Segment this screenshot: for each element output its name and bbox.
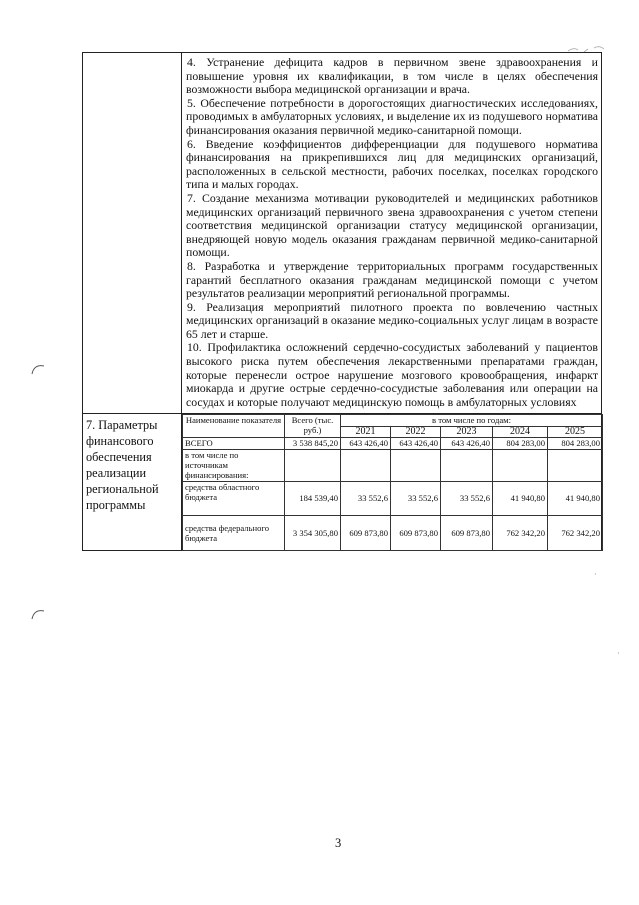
punch-hole-icon <box>30 607 48 621</box>
row-value: 41 940,80 <box>493 482 548 516</box>
punch-hole-icon <box>30 362 48 376</box>
year-header: 2021 <box>341 427 391 438</box>
row-value: 33 552,6 <box>341 482 391 516</box>
section-label: 7. Параметры финансового обеспечения реализации региональной программы <box>86 418 159 512</box>
finance-table <box>182 414 603 551</box>
row-value <box>391 450 441 482</box>
row-value: 804 283,00 <box>493 438 548 450</box>
row-value: 643 426,40 <box>341 438 391 450</box>
table-row <box>183 438 603 450</box>
row-total: 184 539,40 <box>285 482 341 516</box>
row-total <box>285 450 341 482</box>
list-item: 9. Реализация мероприятий пилотного проекта по вовлечению частных медицинских организаций в оказание медико-социальных услуг лицам в возрасте 65 лет и старше. <box>186 299 598 341</box>
row-value: 609 873,80 <box>441 516 493 551</box>
row-value: 33 552,6 <box>391 482 441 516</box>
row-value: 762 342,20 <box>493 516 548 551</box>
list-item: 8. Разработка и утверждение территориальных программ государственных гарантий бесплатного оказания гражданам медицинской помощи с учетом результатов реализации мероприятий региональной программы. <box>186 258 598 301</box>
row-value: 41 940,80 <box>548 482 603 516</box>
header-indicator: Наименование показателя <box>183 415 285 438</box>
list-item: 7. Создание механизма мотивации руководителей и медицинских работников медицинских организаций первичного звена здравоохранения с учетом степени соответствия медицинской организации статусу медицинской организации, внедряющей новую модель оказания гражданам первичной медико-санитарной помощи. <box>186 190 598 260</box>
row-total: 3 538 845,20 <box>285 438 341 450</box>
year-header: 2025 <box>548 427 603 438</box>
row-label: средства федерального бюджета <box>183 516 285 551</box>
year-header: 2023 <box>441 427 493 438</box>
list-item: 5. Обеспечение потребности в дорогостоящих диагностических исследованиях, проводимых в амбулаторных условиях, и выделение их из подушевого норматива финансирования оказания первичной медико-санитарной помощи. <box>186 95 598 137</box>
row-value <box>341 450 391 482</box>
row-value <box>493 450 548 482</box>
row-value: 33 552,6 <box>441 482 493 516</box>
measures-list <box>186 56 598 409</box>
row-total: 3 354 305,80 <box>285 516 341 551</box>
row-label: средства областного бюджета <box>183 482 285 516</box>
table-row <box>183 450 603 482</box>
year-header: 2022 <box>391 427 441 438</box>
row-value: 762 342,20 <box>548 516 603 551</box>
scan-speck-icon: · <box>617 649 620 658</box>
table-row <box>183 516 603 551</box>
row-value <box>548 450 603 482</box>
year-header: 2024 <box>493 427 548 438</box>
header-total: Всего (тыс. руб.) <box>285 415 341 438</box>
row-value: 643 426,40 <box>441 438 493 450</box>
list-item: 10. Профилактика осложнений сердечно-сосудистых заболеваний у пациентов высокого риска путем обеспечения лекарственными препаратами граждан, которые перенесли острое нарушение мозгового кровообращения, инфаркт миокарда и другие острые сердечно-сосудистые заболевания или операции на сосудах и которые получают медицинскую помощь в амбулаторных условиях <box>186 340 598 409</box>
row-label: ВСЕГО <box>183 438 285 450</box>
row-label: в том числе по источникам финансирования: <box>183 450 285 482</box>
table-row <box>183 482 603 516</box>
list-item: 4. Устранение дефицита кадров в первичном звене здравоохранения и повышение уровня их квалификации, в том числе в целях обеспечения возможности выбора медицинской организации и врача. <box>186 55 598 97</box>
scan-speck-icon: · <box>594 570 597 579</box>
row-value <box>441 450 493 482</box>
list-item: 6. Введение коэффициентов дифференциации для подушевого норматива финансирования на прикрепившихся лиц для медицинских организаций, расположенных в сельской местности, рабочих поселках, поселках городского типа и малых городах. <box>186 136 598 192</box>
header-by-years: в том числе по годам: <box>341 415 603 427</box>
row-value: 643 426,40 <box>391 438 441 450</box>
row-value: 804 283,00 <box>548 438 603 450</box>
row-value: 609 873,80 <box>391 516 441 551</box>
row-value: 609 873,80 <box>341 516 391 551</box>
page-number: 3 <box>335 836 342 850</box>
